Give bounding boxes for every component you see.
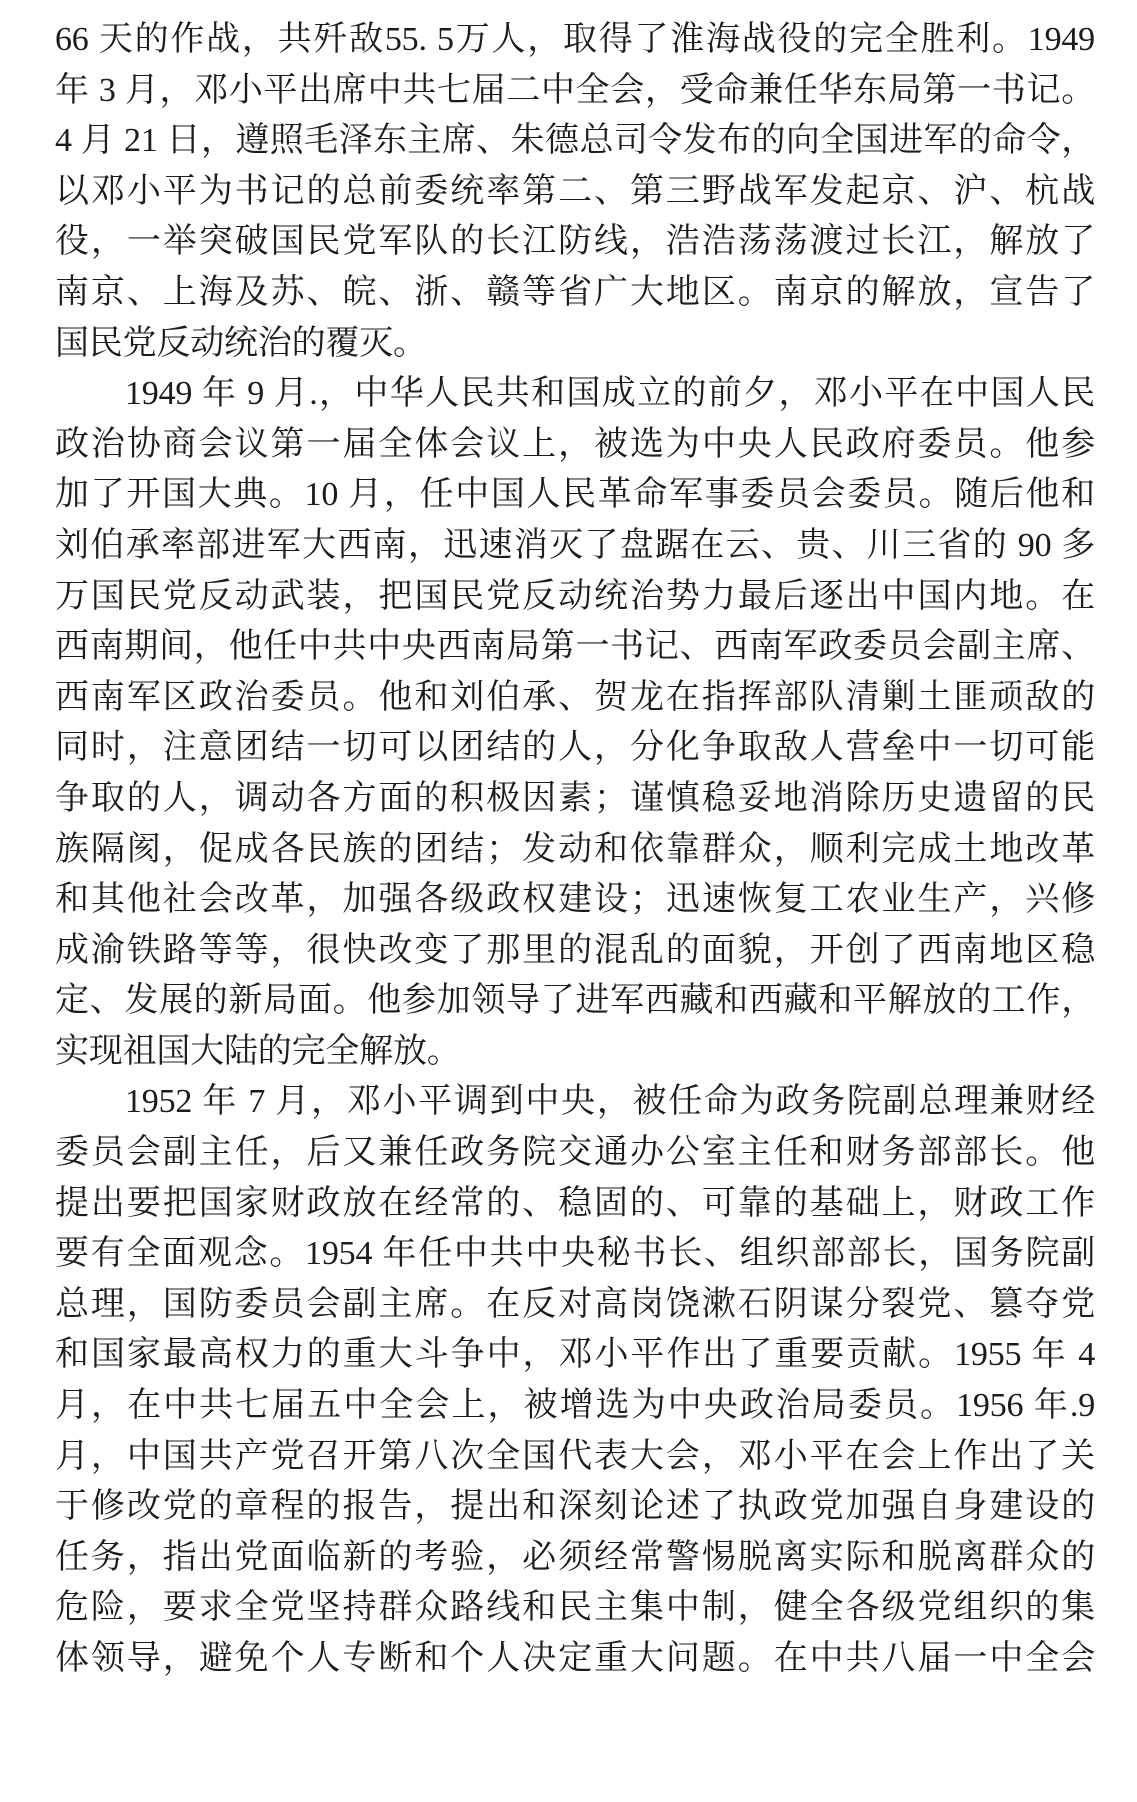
text-line: 月，中国共产党召开第八次全国代表大会，邓小平在会上作出了关 bbox=[55, 1437, 1095, 1475]
text-line: 委员会副主任，后又兼任政务院交通办公室主任和财务部部长。他 bbox=[55, 1134, 1095, 1172]
body-text bbox=[55, 15, 1095, 1685]
paragraph-2 bbox=[55, 369, 1095, 1077]
text-line: 成渝铁路等等，很快改变了那里的混乱的面貌，开创了西南地区稳 bbox=[55, 931, 1095, 969]
paragraph-1 bbox=[55, 15, 1095, 369]
text-line: 国民党反动统治的覆灭。 bbox=[55, 324, 427, 362]
text-line: 月，在中共七届五中全会上，被增选为中央政治局委员。1956 年.9 bbox=[55, 1387, 1095, 1425]
text-line: 实现祖国大陆的完全解放。 bbox=[55, 1032, 461, 1070]
text-line: 和其他社会改革，加强各级政权建设；迅速恢复工农业生产，兴修 bbox=[55, 881, 1095, 919]
text-line: 危险，要求全党坚持群众路线和民主集中制，健全各级党组织的集 bbox=[55, 1589, 1095, 1627]
paragraph-3 bbox=[55, 1077, 1095, 1684]
text-line: 总理，国防委员会副主席。在反对高岗饶漱石阴谋分裂党、篡夺党 bbox=[55, 1285, 1095, 1323]
text-line: 66 天的作战，共歼敌55. 5万人，取得了淮海战役的完全胜利。1949 bbox=[55, 21, 1095, 58]
text-line: 1949 年 9 月.，中华人民共和国成立的前夕，邓小平在中国人民 bbox=[125, 375, 1095, 413]
text-line: 和国家最高权力的重大斗争中，邓小平作出了重要贡献。1955 年 4 bbox=[55, 1336, 1095, 1374]
text-line: 万国民党反动武装，把国民党反动统治势力最后逐出中国内地。在 bbox=[55, 577, 1095, 615]
text-line: 加了开国大典。10 月，任中国人民革命军事委员会委员。随后他和 bbox=[55, 476, 1095, 514]
text-line: 争取的人，调动各方面的积极因素；谨慎稳妥地消除历史遗留的民 bbox=[55, 779, 1095, 817]
text-line: 提出要把国家财政放在经常的、稳固的、可靠的基础上，财政工作 bbox=[55, 1184, 1095, 1222]
text-line: 4 月 21 日，遵照毛泽东主席、朱德总司令发布的向全国进军的命令， bbox=[55, 122, 1095, 160]
text-line: 族隔阂，促成各民族的团结；发动和依靠群众，顺利完成土地改革 bbox=[55, 830, 1095, 868]
text-line: 任务，指出党面临新的考验，必须经常警惕脱离实际和脱离群众的 bbox=[55, 1538, 1095, 1576]
text-line: 役，一举突破国民党军队的长江防线，浩浩荡荡渡过长江，解放了 bbox=[55, 223, 1095, 261]
text-line: 1952 年 7 月，邓小平调到中央，被任命为政务院副总理兼财经 bbox=[125, 1083, 1095, 1121]
text-line: 年 3 月，邓小平出席中共七届二中全会，受命兼任华东局第一书记。 bbox=[55, 71, 1095, 109]
text-line: 政治协商会议第一届全体会议上，被选为中央人民政府委员。他参 bbox=[55, 425, 1095, 463]
text-line: 刘伯承率部进军大西南，迅速消灭了盘踞在云、贵、川三省的 90 多 bbox=[55, 526, 1095, 564]
text-line: 体领导，避免个人专断和个人决定重大问题。在中共八届一中全会 bbox=[55, 1640, 1095, 1677]
text-line: 于修改党的章程的报告，提出和深刻论述了执政党加强自身建设的 bbox=[55, 1488, 1095, 1526]
text-line: 西南期间，他任中共中央西南局第一书记、西南军政委员会副主席、 bbox=[55, 628, 1095, 666]
text-line: 要有全面观念。1954 年任中共中央秘书长、组织部部长，国务院副 bbox=[55, 1235, 1095, 1273]
text-line: 定、发展的新局面。他参加领导了进军西藏和西藏和平解放的工作， bbox=[55, 982, 1095, 1020]
text-line: 同时，注意团结一切可以团结的人，分化争取敌人营垒中一切可能 bbox=[55, 729, 1095, 767]
text-line: 以邓小平为书记的总前委统率第二、第三野战军发起京、沪、杭战 bbox=[55, 172, 1095, 210]
text-line: 西南军区政治委员。他和刘伯承、贺龙在指挥部队清剿土匪顽敌的 bbox=[55, 678, 1095, 716]
text-line: 南京、上海及苏、皖、浙、赣等省广大地区。南京的解放，宣告了 bbox=[55, 273, 1095, 311]
